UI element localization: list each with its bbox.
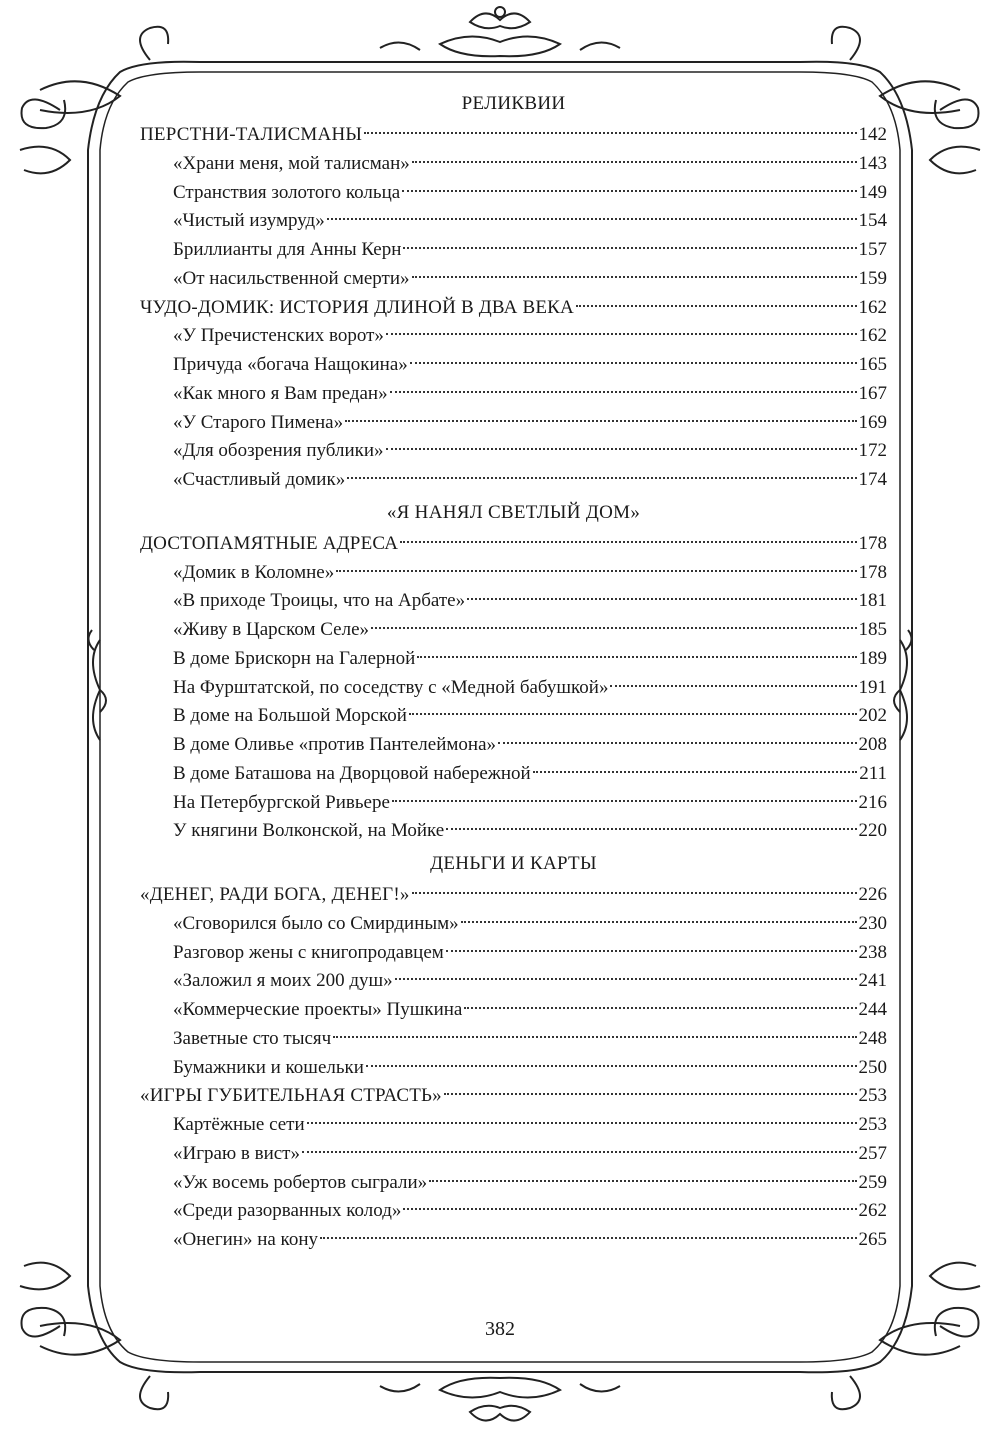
entry-page-number: 220: [858, 820, 887, 842]
entry-title: «ИГРЫ ГУБИТЕЛЬНАЯ СТРАСТЬ»: [140, 1085, 442, 1107]
entry-page-number: 257: [858, 1142, 887, 1164]
dot-leader: [610, 685, 856, 687]
subchapter-entry[interactable]: [140, 1169, 887, 1198]
entry-page-number: 211: [859, 762, 887, 784]
section-title: «Я НАНЯЛ СВЕТЛЫЙ ДОМ»: [386, 501, 641, 523]
dot-leader: [302, 1151, 857, 1153]
dot-leader: [446, 950, 857, 952]
entry-title: Разговор жены с книгопродавцем: [173, 941, 444, 963]
chapter-entry[interactable]: [140, 530, 887, 559]
dot-leader: [410, 362, 857, 364]
dot-leader: [345, 420, 856, 422]
dot-leader: [400, 541, 856, 543]
entry-page-number: 238: [858, 941, 887, 963]
entry-page-number: 169: [858, 411, 887, 433]
entry-title: На Фурштатской, по соседству с «Медной бабушкой»: [173, 676, 609, 698]
entry-page-number: 157: [858, 239, 887, 260]
entry-page-number: 244: [858, 999, 887, 1020]
dot-leader: [320, 1237, 857, 1239]
dot-leader: [307, 1122, 857, 1124]
entry-title: В доме Баташова на Дворцовой набережной: [173, 762, 531, 784]
section-title: РЕЛИКВИИ: [461, 93, 566, 114]
dot-leader: [403, 247, 856, 249]
dot-leader: [467, 598, 856, 600]
entry-title: ПЕРСТНИ-ТАЛИСМАНЫ: [140, 124, 363, 145]
entry-page-number: 154: [858, 210, 887, 232]
subchapter-entry[interactable]: [140, 674, 887, 703]
subchapter-entry[interactable]: [140, 1140, 887, 1169]
subchapter-entry[interactable]: [140, 409, 887, 438]
entry-page-number: 191: [858, 676, 887, 698]
entry-page-number: 248: [858, 1027, 887, 1049]
entry-title: «Счастливый домик»: [173, 469, 346, 490]
subchapter-entry[interactable]: [140, 817, 887, 846]
dot-leader: [347, 477, 856, 479]
entry-title: «Сговорился было со Смирдиным»: [173, 912, 459, 934]
entry-page-number: 253: [858, 1085, 887, 1107]
entry-title: «У Старого Пимена»: [173, 411, 344, 433]
subchapter-entry[interactable]: [140, 322, 887, 351]
page-number: 382: [485, 1318, 515, 1340]
entry-page-number: 185: [858, 619, 887, 640]
dot-leader: [533, 771, 857, 773]
subchapter-entry[interactable]: [140, 1197, 887, 1226]
entry-page-number: 162: [858, 296, 887, 318]
subchapter-entry[interactable]: [140, 265, 887, 294]
entry-title: «Играю в вист»: [173, 1142, 300, 1164]
subchapter-entry[interactable]: [140, 466, 887, 495]
entry-page-number: 250: [858, 1056, 887, 1078]
subchapter-entry[interactable]: [140, 437, 887, 466]
dot-leader: [464, 1007, 856, 1009]
dot-leader: [576, 305, 857, 307]
entry-title: Бумажники и кошельки: [173, 1056, 364, 1078]
dot-leader: [336, 570, 856, 572]
entry-title: «Храни меня, мой талисман»: [173, 152, 410, 174]
subchapter-entry[interactable]: [140, 207, 887, 236]
entry-page-number: 262: [858, 1200, 887, 1222]
dot-leader: [402, 190, 856, 192]
dot-leader: [412, 892, 857, 894]
entry-title: «Домик в Коломне»: [173, 561, 335, 583]
entry-page-number: 143: [858, 152, 887, 174]
subchapter-entry[interactable]: [140, 587, 887, 616]
dot-leader: [446, 828, 856, 830]
dot-leader: [444, 1093, 857, 1095]
entry-title: Бриллианты для Анны Керн: [173, 239, 402, 260]
dot-leader: [395, 978, 857, 980]
entry-title: У княгини Волконской, на Мойке: [173, 820, 445, 842]
chapter-entry[interactable]: [140, 1082, 887, 1111]
dot-leader: [386, 333, 857, 335]
subchapter-entry[interactable]: [140, 559, 887, 588]
entry-title: «Для обозрения публики»: [173, 440, 384, 462]
entry-page-number: 265: [858, 1229, 887, 1250]
entry-page-number: 142: [858, 124, 887, 145]
entry-page-number: 149: [858, 181, 887, 203]
subchapter-entry[interactable]: [140, 967, 887, 996]
subchapter-entry[interactable]: [140, 616, 887, 645]
subchapter-entry[interactable]: [140, 910, 887, 939]
entry-title: Заветные сто тысяч: [173, 1027, 332, 1049]
dot-leader: [333, 1036, 856, 1038]
subchapter-entry[interactable]: [140, 789, 887, 818]
entry-title: «Среди разорванных колод»: [173, 1200, 402, 1222]
entry-title: «Коммерческие проекты» Пушкина: [173, 999, 463, 1020]
entry-title: «Уж восемь робертов сыграли»: [173, 1171, 428, 1193]
entry-title: В доме Брискорн на Галерной: [173, 647, 416, 669]
entry-page-number: 162: [858, 325, 887, 347]
entry-page-number: 253: [858, 1114, 887, 1135]
subchapter-entry[interactable]: [140, 645, 887, 674]
entry-page-number: 189: [858, 647, 887, 669]
entry-title: «В приходе Троицы, что на Арбате»: [173, 590, 466, 612]
dot-leader: [386, 448, 857, 450]
entry-page-number: 216: [858, 791, 887, 813]
section-title: ДЕНЬГИ И КАРТЫ: [430, 853, 597, 874]
dot-leader: [498, 742, 857, 744]
entry-page-number: 172: [858, 440, 887, 462]
subchapter-entry[interactable]: [140, 731, 887, 760]
entry-title: Причуда «богача Нащокина»: [173, 354, 408, 375]
subchapter-entry[interactable]: [140, 351, 887, 380]
entry-page-number: 208: [858, 734, 887, 755]
entry-title: В доме Оливье «против Пантелеймона»: [173, 734, 496, 755]
subchapter-entry[interactable]: [140, 236, 887, 265]
entry-page-number: 174: [858, 469, 887, 490]
entry-title: ЧУДО-ДОМИК: ИСТОРИЯ ДЛИНОЙ В ДВА ВЕКА: [140, 296, 574, 318]
dot-leader: [429, 1180, 856, 1182]
entry-title: Странствия золотого кольца: [173, 181, 401, 203]
subchapter-entry[interactable]: [140, 1226, 887, 1255]
subchapter-entry[interactable]: [140, 1025, 887, 1054]
entry-page-number: 226: [858, 884, 887, 905]
entry-title: «Заложил я моих 200 душ»: [173, 970, 393, 992]
dot-leader: [366, 1065, 857, 1067]
entry-title: «У Пречистенских ворот»: [173, 325, 384, 347]
entry-page-number: 181: [858, 590, 887, 612]
subchapter-entry[interactable]: [140, 1111, 887, 1140]
dot-leader: [417, 656, 856, 658]
entry-title: В доме на Большой Морской: [173, 705, 407, 727]
dot-leader: [403, 1208, 856, 1210]
subchapter-entry[interactable]: [140, 760, 887, 789]
entry-page-number: 230: [858, 912, 887, 934]
dot-leader: [392, 800, 857, 802]
entry-page-number: 241: [858, 970, 887, 992]
entry-page-number: 178: [858, 561, 887, 583]
dot-leader: [412, 276, 857, 278]
dot-leader: [390, 391, 857, 393]
entry-title: «Чистый изумруд»: [173, 210, 325, 232]
entry-title: «От насильственной смерти»: [173, 267, 410, 289]
table-of-contents: [140, 86, 887, 1255]
dot-leader: [364, 132, 856, 134]
entry-title: Картёжные сети: [173, 1114, 305, 1135]
subchapter-entry[interactable]: [140, 996, 887, 1025]
subchapter-entry[interactable]: [140, 1054, 887, 1083]
entry-page-number: 167: [858, 382, 887, 404]
dot-leader: [461, 921, 857, 923]
entry-title: «Онегин» на кону: [173, 1229, 318, 1250]
subchapter-entry[interactable]: [140, 150, 887, 179]
subchapter-entry[interactable]: [140, 702, 887, 731]
chapter-entry[interactable]: [140, 121, 887, 150]
chapter-entry[interactable]: [140, 294, 887, 323]
subchapter-entry[interactable]: [140, 179, 887, 208]
entry-title: «Как много я Вам предан»: [173, 382, 388, 404]
dot-leader: [327, 218, 857, 220]
subchapter-entry[interactable]: [140, 380, 887, 409]
entry-page-number: 259: [858, 1171, 887, 1193]
dot-leader: [371, 627, 856, 629]
dot-leader: [412, 161, 857, 163]
dot-leader: [409, 713, 857, 715]
entry-page-number: 165: [858, 354, 887, 375]
entry-title: На Петербургской Ривьере: [173, 791, 390, 813]
entry-title: «ДЕНЕГ, РАДИ БОГА, ДЕНЕГ!»: [140, 884, 410, 905]
entry-page-number: 178: [858, 532, 887, 554]
entry-title: ДОСТОПАМЯТНЫЕ АДРЕСА: [140, 532, 399, 554]
entry-page-number: 202: [858, 705, 887, 727]
chapter-entry[interactable]: [140, 881, 887, 910]
entry-page-number: 159: [858, 267, 887, 289]
subchapter-entry[interactable]: [140, 939, 887, 968]
entry-title: «Живу в Царском Селе»: [173, 619, 370, 640]
